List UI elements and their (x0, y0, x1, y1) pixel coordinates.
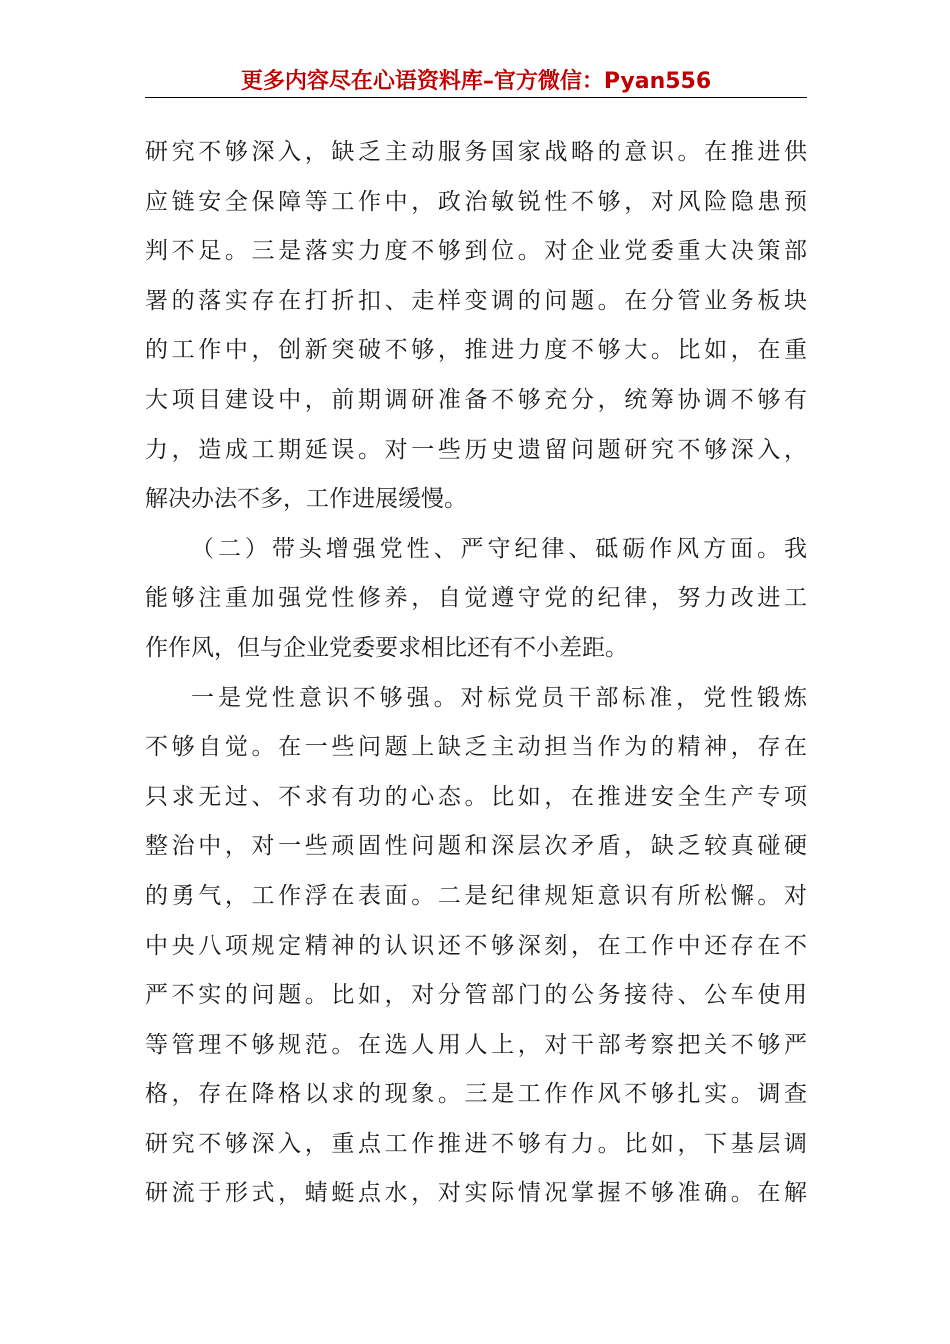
text-line: 研流于形式，蜻蜓点水，对实际情况掌握不够准确。在解 (145, 1180, 807, 1207)
text-line: 格，存在降格以求的现象。三是工作作风不够扎实。调查 (145, 1081, 807, 1108)
text-line: 研究不够深入，缺乏主动服务国家战略的意识。在推进供 (145, 139, 807, 165)
text-line: 严不实的问题。比如，对分管部门的公务接待、公车使用 (145, 982, 807, 1009)
text-line: 研究不够深入，重点工作推进不够有力。比如，下基层调 (145, 1130, 807, 1157)
text-line: 的勇气，工作浮在表面。二是纪律规矩意识有所松懈。对 (145, 882, 807, 909)
paragraph-start-line: 一是党性意识不够强。对标党员干部标准，党性锻炼 (191, 684, 807, 711)
text-line: 力，造成工期延误。对一些历史遗留问题研究不够深入， (145, 436, 807, 463)
text-line: 整治中，对一些顽固性问题和深层次矛盾，缺乏较真碰硬 (145, 833, 807, 860)
text-line: 中央八项规定精神的认识还不够深刻，在工作中还存在不 (145, 932, 807, 959)
header-divider (145, 97, 807, 98)
text-line: 判不足。三是落实力度不够到位。对企业党委重大决策部 (145, 238, 807, 265)
text-line: 只求无过、不求有功的心态。比如，在推进安全生产专项 (145, 783, 807, 810)
text-line: 不够自觉。在一些问题上缺乏主动担当作为的精神，存在 (145, 734, 807, 761)
text-line: 解决办法不多，工作进展缓慢。 (145, 486, 467, 513)
text-line: 应链安全保障等工作中，政治敏锐性不够，对风险隐患预 (145, 188, 807, 215)
text-line: 作作风，但与企业党委要求相比还有不小差距。 (145, 634, 628, 661)
watermark-header: 更多内容尽在心语资料库–官方微信：Pyan556 (240, 69, 712, 94)
text-line: 署的落实存在打折扣、走样变调的问题。在分管业务板块 (145, 287, 807, 314)
text-line: 的工作中，创新突破不够，推进力度不够大。比如，在重 (145, 337, 807, 364)
section-heading-line: （二）带头增强党性、严守纪律、砥砺作风方面。我 (191, 535, 807, 562)
text-line: 等管理不够规范。在选人用人上，对干部考察把关不够严 (145, 1031, 807, 1058)
document-body (145, 128, 807, 1219)
text-line: 大项目建设中，前期调研准备不够充分，统筹协调不够有 (145, 386, 807, 413)
text-line: 能够注重加强党性修养，自觉遵守党的纪律，努力改进工 (145, 585, 807, 612)
